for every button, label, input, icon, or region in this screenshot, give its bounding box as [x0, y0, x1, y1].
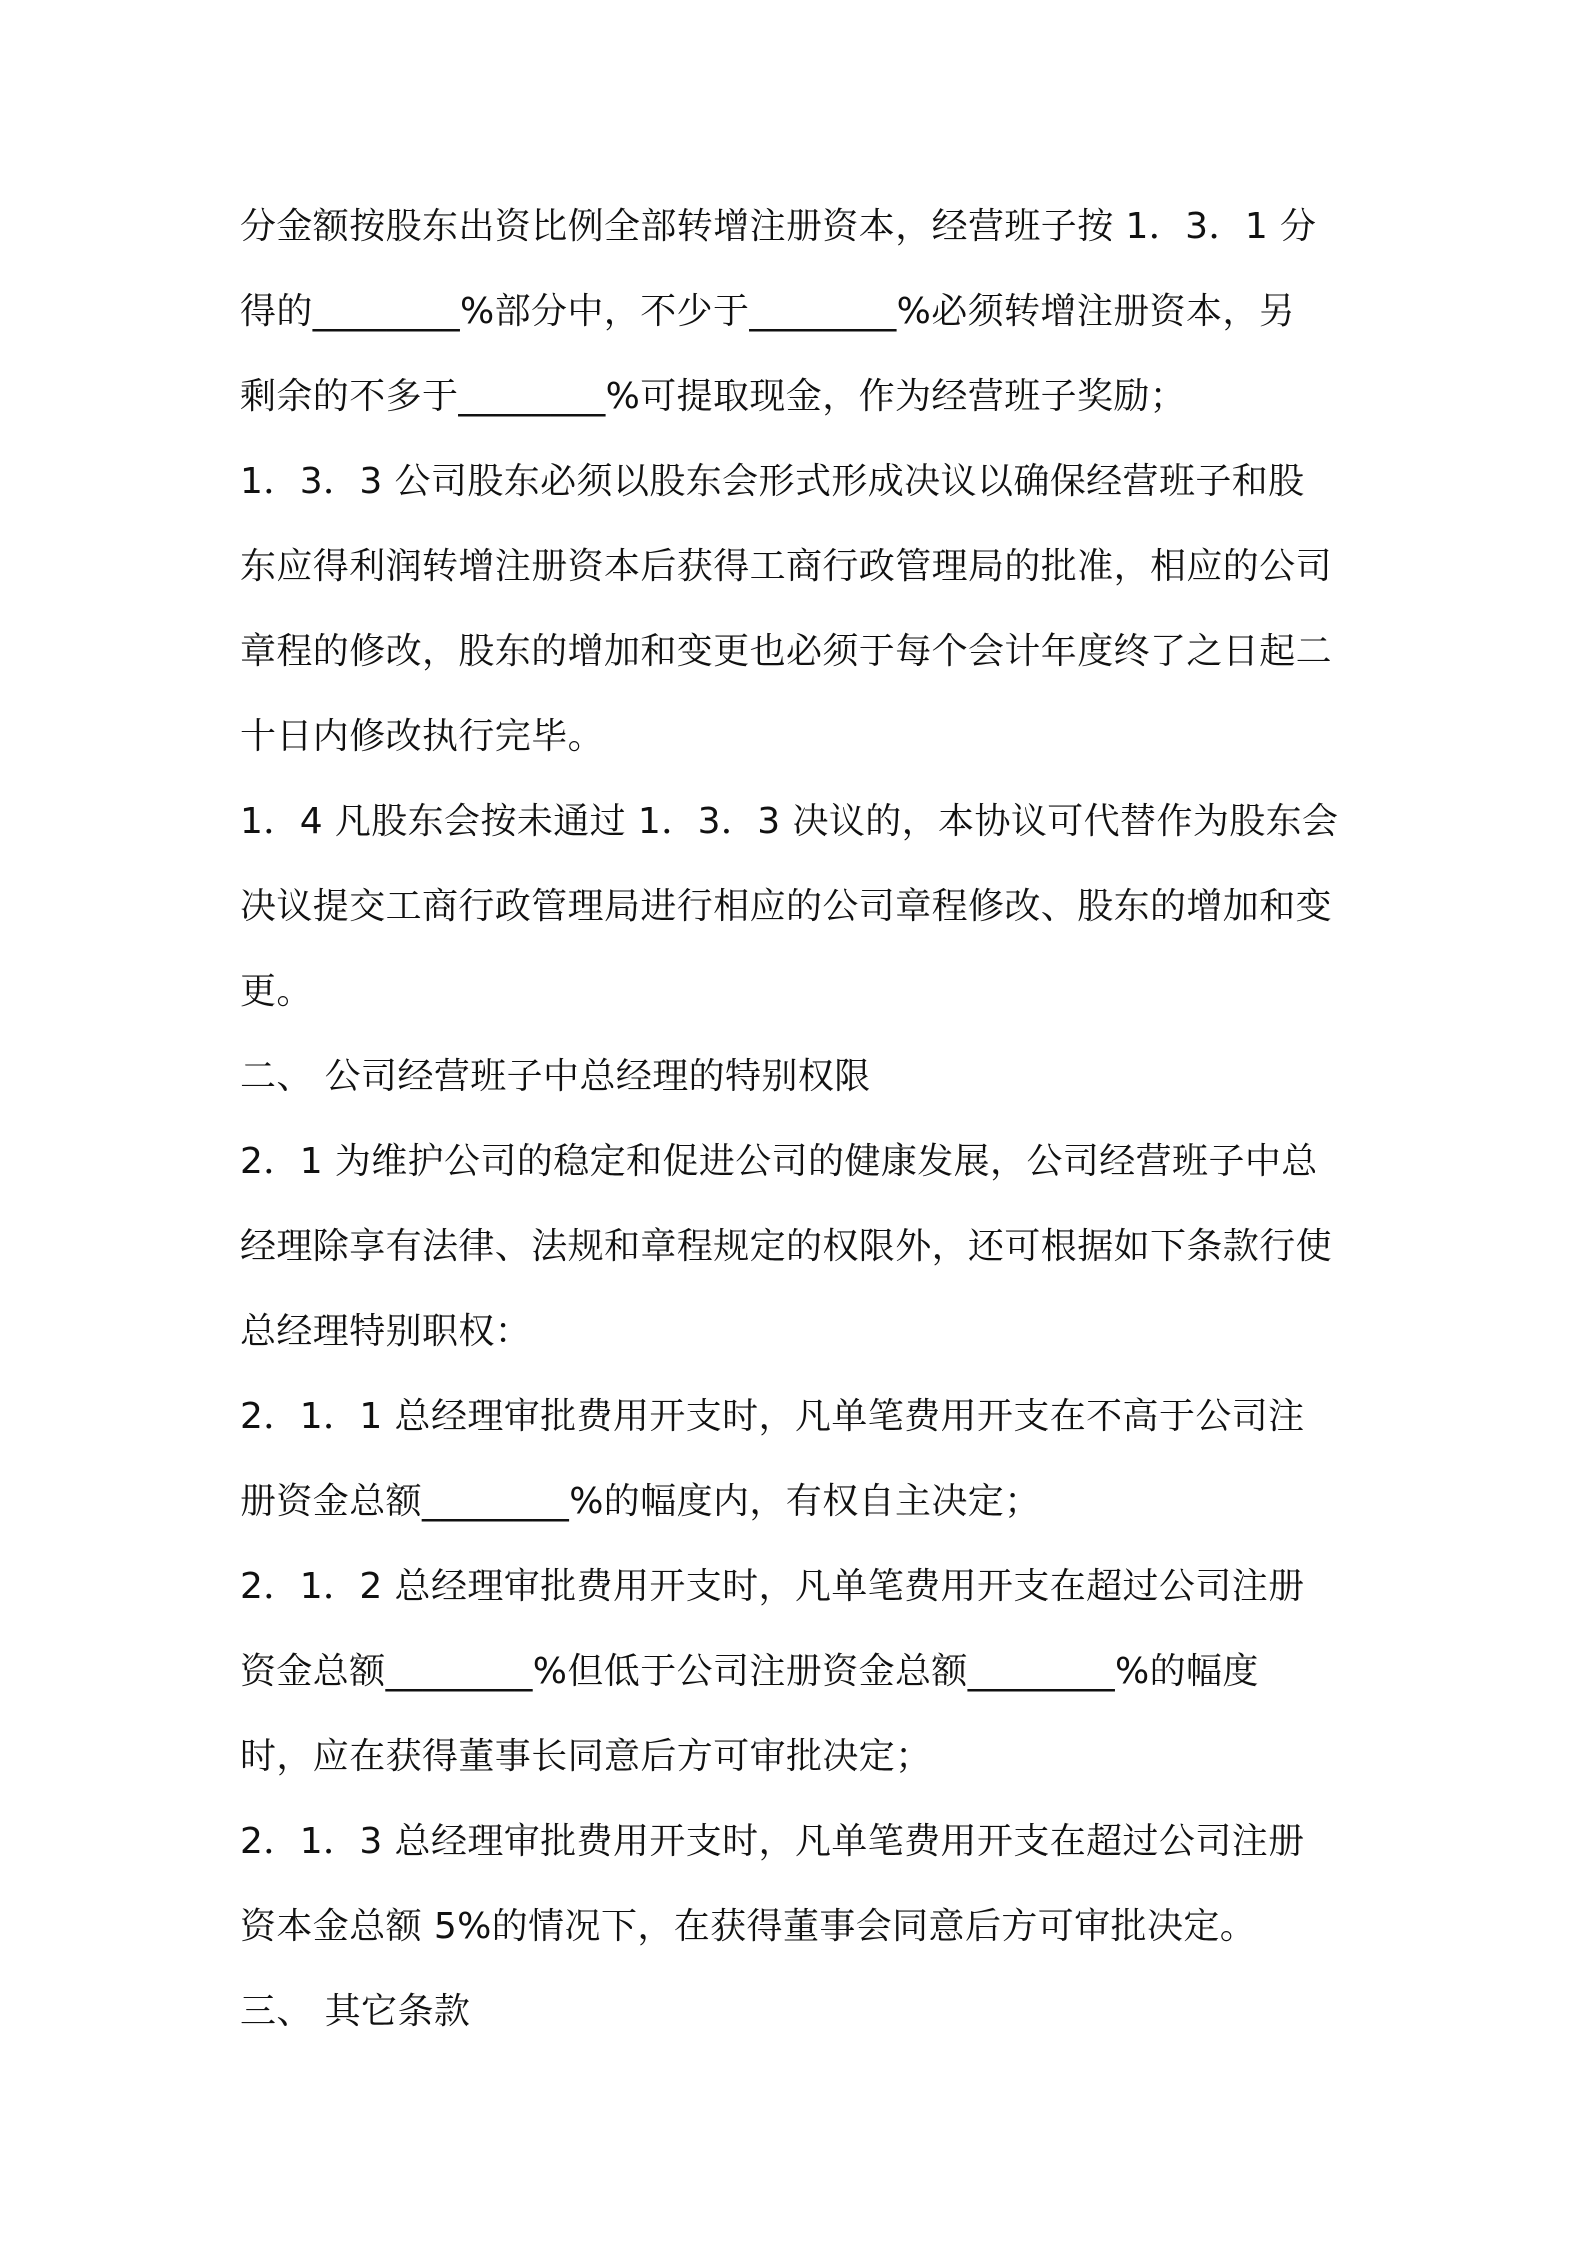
text-line: 分金额按股东出资比例全部转增注册资本，经营班子按 1．3．1 分 — [240, 206, 1317, 247]
text-line: 得的________%部分中，不少于________%必须转增注册资本，另 — [240, 291, 1296, 332]
text-line: 十日内修改执行完毕。 — [240, 716, 605, 757]
text-line: 章程的修改，股东的增加和变更也必须于每个会计年度终了之日起二 — [240, 631, 1333, 672]
text-line: 总经理特别职权： — [240, 1311, 532, 1352]
text-line: 东应得利润转增注册资本后获得工商行政管理局的批准，相应的公司 — [240, 546, 1333, 587]
text-line: 册资金总额________%的幅度内，有权自主决定； — [240, 1481, 1041, 1522]
text-line: 1．3．3 公司股东必须以股东会形式形成决议以确保经营班子和股 — [240, 461, 1305, 502]
text-line: 2．1 为维护公司的稳定和促进公司的健康发展，公司经营班子中总 — [240, 1141, 1318, 1182]
text-line: 时，应在获得董事长同意后方可审批决定； — [240, 1736, 932, 1777]
text-line: 2．1．1 总经理审批费用开支时，凡单笔费用开支在不高于公司注 — [240, 1396, 1305, 1437]
section-heading: 三、 其它条款 — [240, 1991, 471, 2032]
text-line: 更。 — [240, 971, 313, 1012]
text-line: 决议提交工商行政管理局进行相应的公司章程修改、股东的增加和变 — [240, 886, 1333, 927]
text-line: 2．1．2 总经理审批费用开支时，凡单笔费用开支在超过公司注册 — [240, 1566, 1305, 1607]
text-line: 2．1．3 总经理审批费用开支时，凡单笔费用开支在超过公司注册 — [240, 1821, 1305, 1862]
text-line: 经理除享有法律、法规和章程规定的权限外，还可根据如下条款行使 — [240, 1226, 1333, 1267]
text-line: 资金总额________%但低于公司注册资金总额________%的幅度 — [240, 1651, 1259, 1692]
text-line: 1．4 凡股东会按未通过 1．3．3 决议的，本协议可代替作为股东会 — [240, 801, 1339, 842]
text-line: 资本金总额 5%的情况下，在获得董事会同意后方可审批决定。 — [240, 1906, 1257, 1947]
section-heading: 二、 公司经营班子中总经理的特别权限 — [240, 1056, 871, 1097]
text-line: 剩余的不多于________%可提取现金，作为经营班子奖励； — [240, 376, 1187, 417]
